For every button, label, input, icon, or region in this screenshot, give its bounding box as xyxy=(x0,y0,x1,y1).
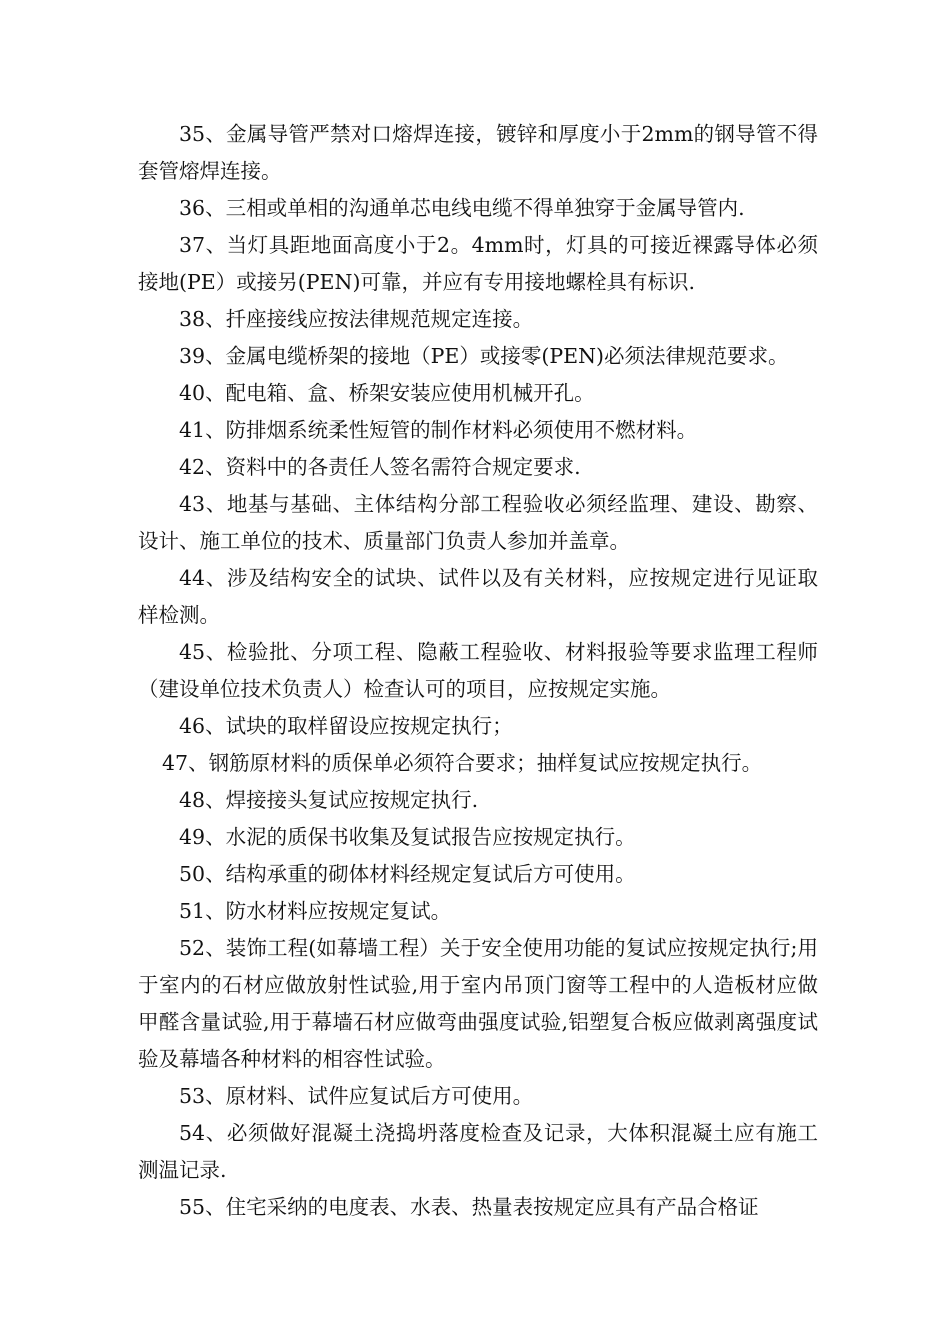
paragraph-48: 48、焊接接头复试应按规定执行. xyxy=(179,788,479,812)
paragraph-47: 47、钢筋原材料的质保单必须符合要求；抽样复试应按规定执行。 xyxy=(162,751,763,775)
paragraph-39: 39、金属电缆桥架的接地（PE）或接零(PEN)必须法律规范要求。 xyxy=(179,344,789,368)
paragraph-51: 51、防水材料应按规定复试。 xyxy=(179,899,452,923)
paragraph-55: 55、住宅采纳的电度表、水表、热量表按规定应具有产品合格证 xyxy=(179,1195,759,1219)
paragraph-52: 52、装饰工程(如幕墙工程）关于安全使用功能的复试应按规定执行;用于室内的石材应做放射性试验,用于室内吊顶门窗等工程中的人造板材应做甲醛含量试验,用于幕墙石材应做弯曲强度试验,铝塑复合板应做剥离强度试验及幕墙各种材料的相容性试验。 xyxy=(138,936,818,1071)
paragraph-46: 46、试块的取样留设应按规定执行； xyxy=(179,714,513,738)
paragraph-54: 54、必须做好混凝土浇捣坍落度检查及记录，大体积混凝土应有施工测温记录. xyxy=(138,1121,818,1182)
paragraph-44: 44、涉及结构安全的试块、试件以及有关材料，应按规定进行见证取样检测。 xyxy=(138,566,818,627)
paragraph-40: 40、配电箱、盒、桥架安装应使用机械开孔。 xyxy=(179,381,595,405)
paragraph-38: 38、扦座接线应按法律规范规定连接。 xyxy=(179,307,534,331)
paragraph-43: 43、地基与基础、主体结构分部工程验收必须经监理、建设、勘察、设计、施工单位的技术、质量部门负责人参加并盖章。 xyxy=(138,492,818,553)
paragraph-36: 36、三相或单相的沟通单芯电线电缆不得单独穿于金属导管内. xyxy=(179,196,745,220)
paragraph-35: 35、金属导管严禁对口熔焊连接，镀锌和厚度小于2mm的钢导管不得套管熔焊连接。 xyxy=(138,122,818,183)
paragraph-37: 37、当灯具距地面高度小于2。4mm时，灯具的可接近裸露导体必须接地(PE）或接另(PEN)可靠，并应有专用接地螺栓具有标识. xyxy=(138,233,818,294)
paragraph-53: 53、原材料、试件应复试后方可使用。 xyxy=(179,1084,534,1108)
paragraph-49: 49、水泥的质保书收集及复试报告应按规定执行。 xyxy=(179,825,636,849)
paragraph-41: 41、防排烟系统柔性短管的制作材料必须使用不燃材料。 xyxy=(179,418,698,442)
paragraph-50: 50、结构承重的砌体材料经规定复试后方可使用。 xyxy=(179,862,636,886)
paragraph-42: 42、资料中的各责任人签名需符合规定要求. xyxy=(179,455,581,479)
paragraph-45: 45、检验批、分项工程、隐蔽工程验收、材料报验等要求监理工程师（建设单位技术负责人）检查认可的项目，应按规定实施。 xyxy=(138,640,818,701)
document-body xyxy=(138,116,818,1226)
